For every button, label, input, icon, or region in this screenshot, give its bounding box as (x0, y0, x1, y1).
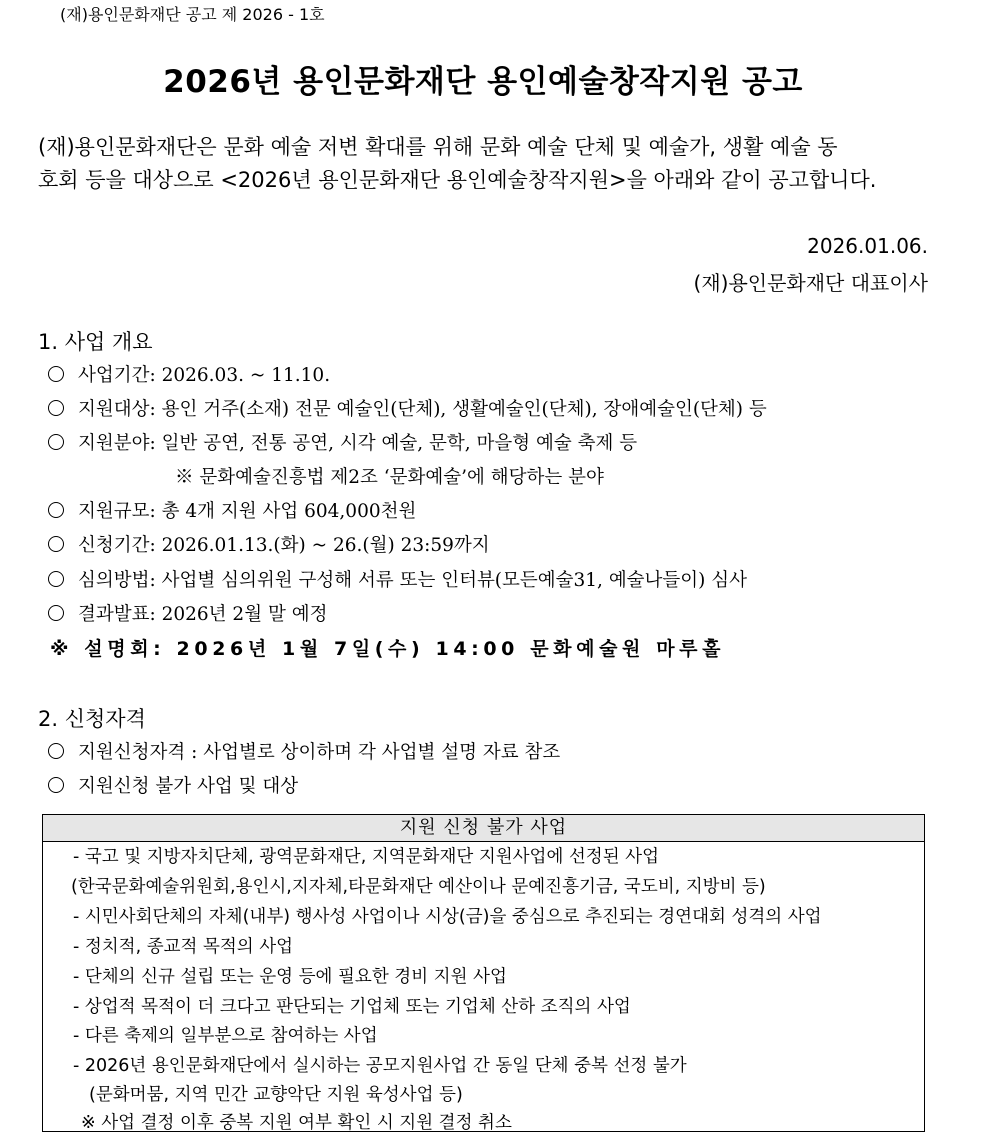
ineligible-line: (문화머뭄, 지역 민간 교향악단 지원 육성사업 등) (89, 1085, 463, 1105)
briefing-session: ※ 설명회: 2026년 1월 7일(수) 14:00 문화예술원 마루홀 (50, 638, 726, 660)
issuer: (재)용인문화재단 대표이사 (693, 271, 928, 295)
field-note: ※ 문화예술진흥법 제2조 ‘문화예술’에 해당하는 분야 (175, 467, 604, 488)
eligibility-item (48, 772, 298, 798)
ineligible-line: - 단체의 신규 설립 또는 운영 등에 필요한 경비 지원 사업 (73, 967, 507, 987)
ineligible-box (42, 814, 925, 1132)
intro-line: 호회 등을 대상으로 <2026년 용인문화재단 용인예술창작지원>을 아래와 같이 공고합니다. (38, 168, 877, 192)
item-text: 지원신청 불가 사업 및 대상 (78, 776, 299, 797)
overview-item (48, 429, 637, 455)
circle-bullet-icon (48, 366, 64, 382)
item-text: 사업기간: 2026.03. ~ 11.10. (78, 365, 331, 386)
item-text: 심의방법: 사업별 심의위원 구성해 서류 또는 인터뷰(모든예술31, 예술나들이) 심사 (78, 570, 748, 591)
ineligible-line: (한국문화예술위원회,용인시,지자체,타문화재단 예산이나 문예진흥기금, 국도비, 지방비 등) (71, 877, 766, 897)
ineligible-line: - 상업적 목적이 더 크다고 판단되는 기업체 또는 기업체 산하 조직의 사업 (73, 997, 631, 1017)
ineligible-note: ※ 사업 결정 이후 중복 지원 여부 확인 시 지원 결정 취소 (81, 1113, 512, 1133)
page-title: 2026년 용인문화재단 용인예술창작지원 공고 (163, 64, 803, 100)
circle-bullet-icon (48, 605, 64, 621)
item-text: 지원규모: 총 4개 지원 사업 604,000천원 (78, 501, 417, 522)
circle-bullet-icon (48, 400, 64, 416)
overview-item (48, 600, 327, 626)
eligibility-item (48, 738, 560, 764)
intro-paragraph (38, 131, 928, 197)
ineligible-line: - 2026년 용인문화재단에서 실시하는 공모지원사업 간 동일 단체 중복 선정 불가 (73, 1056, 687, 1076)
overview-item (48, 531, 490, 557)
circle-bullet-icon (48, 571, 64, 587)
ineligible-box-header: 지원 신청 불가 사업 (43, 815, 924, 842)
item-text: 지원분야: 일반 공연, 전통 공연, 시각 예술, 문학, 마을형 예술 축제 등 (78, 433, 638, 454)
ineligible-line: - 다른 축제의 일부분으로 참여하는 사업 (73, 1026, 378, 1046)
section1-heading: 1. 사업 개요 (38, 330, 153, 354)
item-text: 지원대상: 용인 거주(소재) 전문 예술인(단체), 생활예술인(단체), 장애예술인(단체) 등 (78, 399, 767, 420)
overview-item (48, 497, 416, 523)
circle-bullet-icon (48, 536, 64, 552)
overview-item (48, 395, 767, 421)
circle-bullet-icon (48, 502, 64, 518)
item-text: 지원신청자격 : 사업별로 상이하며 각 사업별 설명 자료 참조 (78, 742, 561, 763)
overview-item (48, 361, 330, 387)
item-text: 결과발표: 2026년 2월 말 예정 (78, 604, 328, 625)
circle-bullet-icon (48, 777, 64, 793)
circle-bullet-icon (48, 743, 64, 759)
item-text: 신청기간: 2026.01.13.(화) ~ 26.(월) 23:59까지 (78, 535, 490, 556)
ineligible-line: - 국고 및 지방자치단체, 광역문화재단, 지역문화재단 지원사업에 선정된 사업 (73, 847, 659, 867)
notice-number: (재)용인문화재단 공고 제 2026 - 1호 (60, 5, 325, 24)
ineligible-line: - 시민사회단체의 자체(내부) 행사성 사업이나 시상(금)을 중심으로 추진되는 경연대회 성격의 사업 (73, 907, 822, 927)
section2-heading: 2. 신청자격 (38, 707, 146, 731)
ineligible-line: - 정치적, 종교적 목적의 사업 (73, 937, 294, 957)
notice-date: 2026.01.06. (807, 234, 928, 258)
overview-item (48, 566, 747, 592)
circle-bullet-icon (48, 434, 64, 450)
intro-line: (재)용인문화재단은 문화 예술 저변 확대를 위해 문화 예술 단체 및 예술가, 생활 예술 동 (38, 135, 838, 159)
